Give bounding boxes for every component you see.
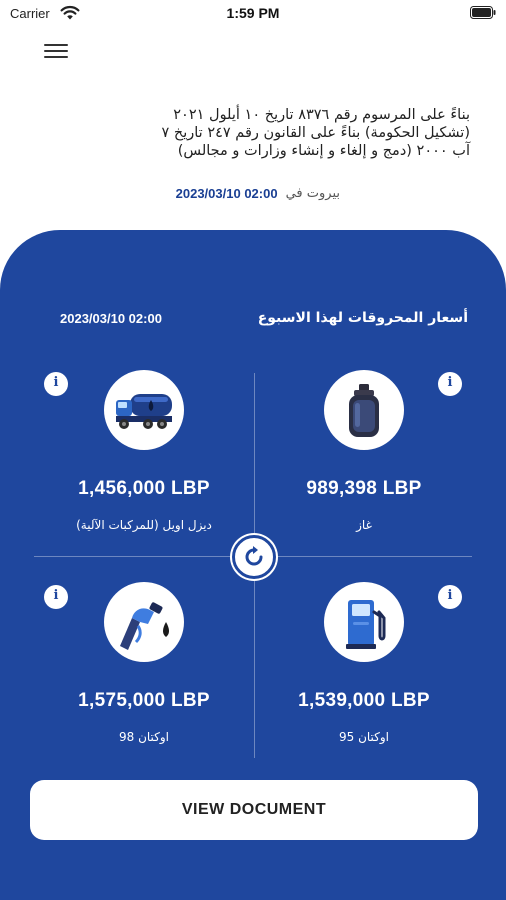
- header-date-row: [110, 186, 340, 201]
- diesel-price: 1,456,000 LBP: [78, 478, 210, 499]
- status-bar: [0, 0, 506, 28]
- card-date: 2023/03/10 02:00: [60, 311, 162, 326]
- octane95-label: اوكتان 95: [338, 730, 390, 744]
- decree-line: بناءً على المرسوم رقم ٨٣٧٦ تاريخ ١٠ أيلول ٢٠٢١: [173, 107, 470, 123]
- menu-button[interactable]: [40, 38, 72, 64]
- octane98-price: 1,575,000 LBP: [78, 690, 210, 711]
- clock: 1:59 PM: [226, 5, 280, 21]
- octane98-info-button[interactable]: [44, 585, 68, 609]
- fuel-prices-card: [0, 230, 506, 900]
- view-document-button[interactable]: VIEW DOCUMENT: [30, 780, 478, 840]
- hamburger-icon: [44, 44, 68, 46]
- fuel-tanker-icon: [104, 370, 184, 450]
- hamburger-icon-line: [44, 50, 68, 52]
- info-icon: i: [53, 588, 59, 603]
- fuel-item-gas: [264, 370, 464, 530]
- gas-price: 989,398 LBP: [306, 478, 422, 499]
- card-title: أسعار المحروقات لهذا الاسبوع: [257, 310, 468, 326]
- diesel-info-button[interactable]: [44, 372, 68, 396]
- octane95-price: 1,539,000 LBP: [298, 690, 430, 711]
- gas-label: غاز: [356, 518, 372, 532]
- fuel-item-octane98: [44, 582, 244, 742]
- gas-cylinder-icon: [324, 370, 404, 450]
- decree-text: [40, 106, 470, 160]
- header-date: 2023/03/10 02:00: [175, 186, 278, 201]
- info-icon: i: [447, 588, 453, 603]
- date-city-label: بيروت في: [285, 186, 340, 201]
- fuel-pump-icon: [324, 582, 404, 662]
- fuel-item-octane95: [264, 582, 464, 742]
- carrier-label: Carrier: [10, 6, 50, 21]
- refresh-button[interactable]: [232, 535, 276, 579]
- info-icon: i: [53, 375, 59, 390]
- info-icon: i: [447, 375, 453, 390]
- battery-icon: [470, 6, 496, 19]
- decree-line: آب ٢٠٠٠ (دمج و إلغاء و إنشاء وزارات و مجالس): [177, 143, 470, 159]
- diesel-label: ديزل اويل (للمركبات الآلية): [76, 518, 212, 532]
- hamburger-icon-line: [44, 56, 68, 58]
- refresh-icon: [242, 545, 266, 569]
- decree-line: (تشكيل الحكومة) بناءً على القانون رقم ٢٤٧ تاريخ ٧: [161, 125, 470, 141]
- fuel-item-diesel: [44, 370, 244, 530]
- gas-info-button[interactable]: [438, 372, 462, 396]
- octane95-info-button[interactable]: [438, 585, 462, 609]
- octane98-label: اوكتان 98: [118, 730, 170, 744]
- fuel-nozzle-icon: [104, 582, 184, 662]
